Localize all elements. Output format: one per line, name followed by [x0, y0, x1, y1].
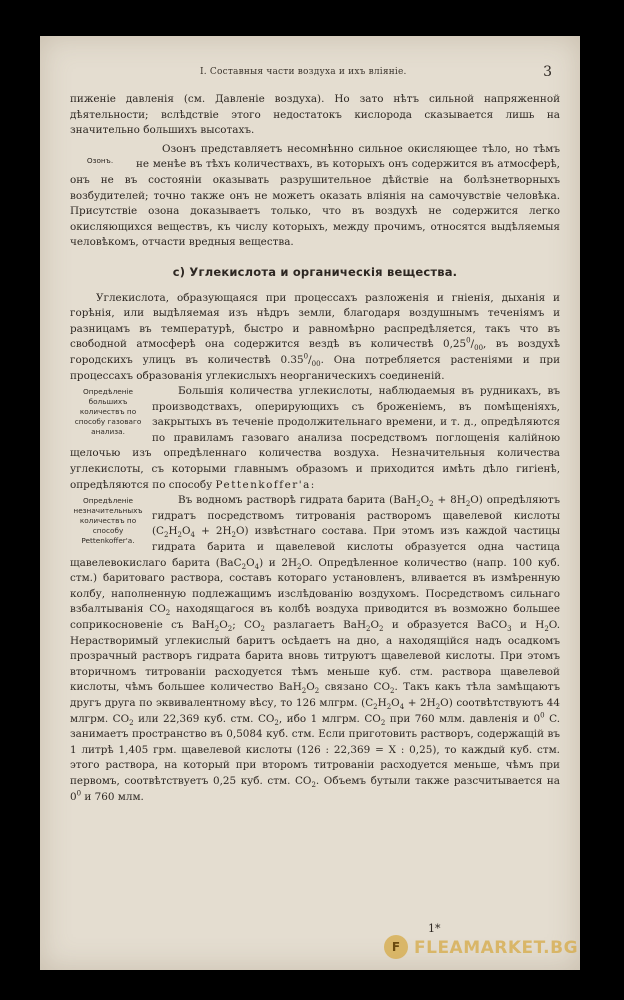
- margin-note-ozone: Озонъ.: [86, 155, 114, 165]
- watermark: FLEAMARKET.BG: [414, 938, 579, 958]
- paragraph-pressure: пиженіе давленія (см. Давленіе воздуха). Но зато нѣтъ сильной напряженной дѣятельности; вслѣдствіе этого недостатокъ кислорода сказывается лишь на значительно большихъ высотахъ.: [70, 93, 560, 137]
- small-quantities-block: [70, 493, 560, 805]
- margin-note-large-quantities: Опредѣленіе большихъ количествъ по способу газоваго анализа.: [74, 387, 142, 437]
- running-title: I. Составныя части воздуха и ихъ вліяніе.: [200, 67, 407, 77]
- paragraph-small-quantities: Въ водномъ растворѣ гидрата барита $(BaH_2O_2 + 8H_2O)$ опредѣляютъ гидратъ посредствомъ титрованія растворомъ щавелевой кислоты $(C_2H_2O_4 + 2H_2O)$ извѣстнаго состава. При этомъ изъ каждой частицы гидрата барита и щавелевой кислоты образуется одна частица щавелевокислаго барита $(BaC_2O_4)$ и $2H_2O$. Опредѣленное количество (напр. 100 куб. стм.) баритоваго раствора, составъ котораго установленъ, вливается въ измѣренную колбу, наполненную подлежащимъ изслѣдованію воздухомъ. Посредствомъ сильнаго взбалтыванія $CO_2$ находящагося въ колбѣ воздуха приводится въ возможно большее соприкосновеніе съ $BaH_2O_2$; $CO_2$ разлагаетъ $BaH_2O_2$ и образуется BaCO$_3$ и $H_2O$. Нерастворимый углекислый баритъ осѣдаетъ на дно, а находящійся надъ осадкомъ прозрачный растворъ гидрата барита вновь титруютъ щавелевой кислоты. При этомъ вторичномъ титрованіи расходуется тѣмъ меньше куб. стм. раствора щавелевой кислоты, чѣмъ большее количество $BaH_2O_2$ связано $CO_2$. Такъ какъ тѣла замѣщаютъ другъ друга по эквивалентному вѣсу, то 126 млгрм. $(C_2H_2O_4 + 2H_2O)$ соотвѣтствуютъ 44 млгрм. $CO_2$ или 22,369 куб. стм. $CO_2$, ибо 1 млгрм. $CO_2$ при 760 млм. давленія и $0^0$ C. занимаетъ пространство въ 0,5084 куб. стм. Если приготовить растворъ, содержащій въ 1 литрѣ 1,405 грм. щавелевой кислоты (126 : 22,369 = X : 0,25), то каждый куб. стм. этого раствора, на который при второмъ титрованіи расходуется меньше, чѣмъ при первомъ, соотвѣтствуетъ 0,25 куб. стм. $CO_2$. Объемъ бутыли также разсчитывается на $0^0$ и 760 млм.: [70, 494, 561, 803]
- signature-mark: 1*: [428, 922, 441, 935]
- page-number: 3: [543, 64, 552, 80]
- paragraph-large-quantities: Большія количества углекислоты, наблюдаемыя въ рудникахъ, въ производствахъ, оперирующихъ съ броженіемъ, въ помѣщеніяхъ, закрытыхъ въ теченіе продолжительнаго времени, и т. д., опредѣляются по правиламъ газоваго анализа посредствомъ поглощенія калійною щелочью изъ опредѣленнаго количества воздуха. Незначительныя количества углекислоты, съ которыми главнымъ образомъ и приходится имѣть дѣло гигіенѣ, опредѣляются по способу Pettenkoffer'a:: [70, 385, 560, 491]
- paragraph-ozone: Озонъ представляетъ несомнѣнно сильное окисляющее тѣло, но тѣмъ не менѣе въ тѣхъ количествахъ, въ которыхъ онъ содержится въ атмосферѣ, онъ не въ состояніи оказывать разрушительное дѣйствіе на болѣзнетворныхъ возбудителей; точно также онъ не можетъ оказать вліянія на самочувствіе человѣка. Присутствіе озона доказываетъ только, что въ воздухѣ не содержится легко окисляющихся веществъ, къ числу которыхъ, между прочимъ, относятся выдѣляемыя человѣкомъ, отчасти вредныя вещества.: [70, 142, 560, 249]
- ozone-block: [70, 142, 560, 251]
- book-page: [40, 36, 580, 970]
- margin-note-small-quantities: Опредѣленіе незначительныхъ количествъ по способу Pettenkoffer'a.: [73, 496, 143, 546]
- pettenkoffer-name: Pettenkoffer'a: [215, 478, 311, 491]
- large-quantities-block: [70, 384, 560, 493]
- watermark-logo-icon: F: [384, 935, 408, 959]
- running-header: [40, 64, 580, 84]
- paragraph-co2-intro: Углекислота, образующаяся при процессахъ разложенія и гніенія, дыханія и горѣнія, или выдѣляемая изъ нѣдръ земли, благодаря воздушнымъ теченіямъ и разницамъ въ температурѣ, быстро и равномѣрно распредѣляется, такъ что въ свободной атмосферѣ она содержится вездѣ въ количествѣ $0,25^0/_{00}$, въ воздухѣ городскихъ улицъ въ количествѣ $0.35^0/_{00}$. Она потребляется растеніями и при процессахъ образованія углекислыхъ неорганическихъ соединеній.: [70, 291, 561, 382]
- section-title: c) Углекислота и органическія вещества.: [172, 264, 458, 279]
- page-body: [70, 92, 560, 805]
